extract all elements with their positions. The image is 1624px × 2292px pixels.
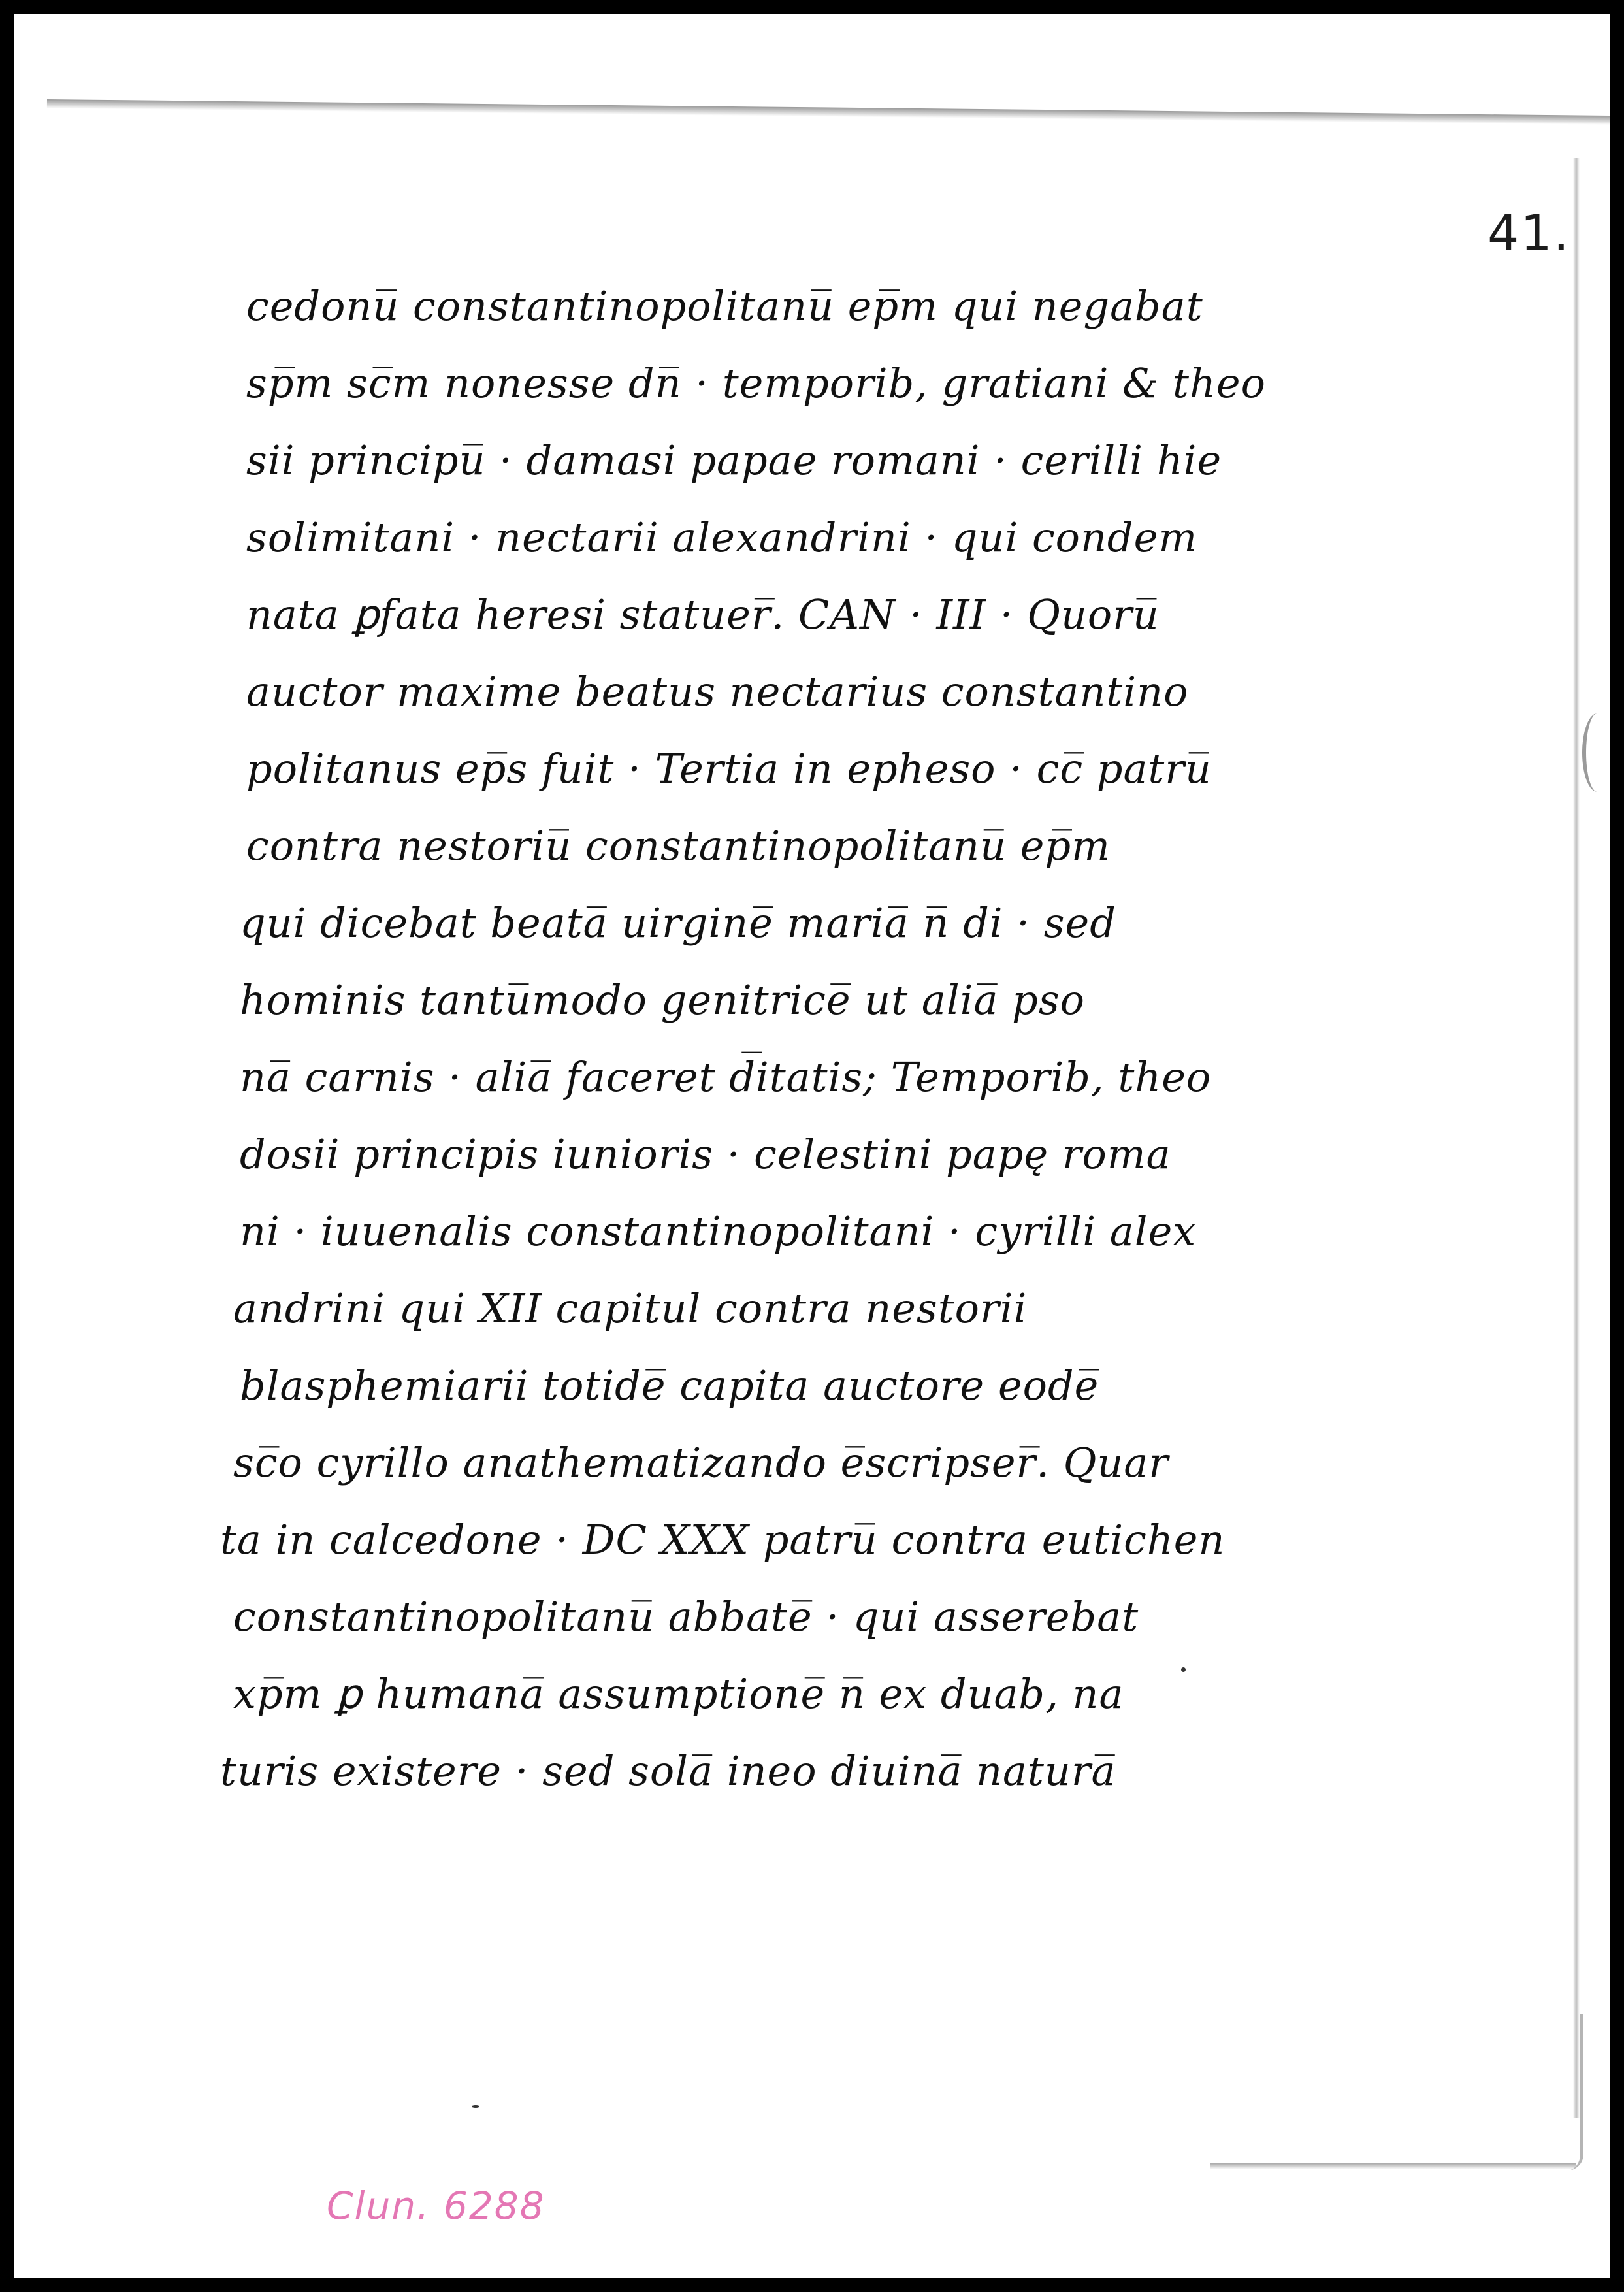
manuscript-page — [14, 14, 1610, 2278]
manuscript-line: politanus ep̅s fuit · Tertia in epheso · cc̅ patru̅ — [246, 745, 1212, 793]
manuscript-line: ta in calcedone · DC XXX patru̅ contra eutichen — [220, 1516, 1226, 1563]
ink-dot — [1181, 1667, 1186, 1672]
scan-top-edge — [47, 99, 1610, 125]
manuscript-line: solimitani · nectarii alexandrini · qui condem — [246, 514, 1198, 561]
manuscript-line: ni · iuuenalis constantinopolitani · cyrilli alex — [240, 1207, 1197, 1255]
library-stamp: Clun. 6288 — [327, 2184, 545, 2228]
page-number: 41. — [1487, 204, 1570, 262]
manuscript-line: turis existere · sed sola̅ ineo diuina̅ natura̅ — [220, 1747, 1116, 1795]
scan-bottom-edge — [1210, 2163, 1576, 2169]
manuscript-line: qui dicebat beata̅ uirgine̅ maria̅ n̅ di · sed — [240, 899, 1116, 947]
manuscript-line: sc̅o cyrillo anathematizando e̅scripser̅. Quar — [233, 1439, 1169, 1486]
manuscript-line: cedonu̅ constantinopolitanu̅ ep̅m qui negabat — [246, 282, 1203, 330]
manuscript-line: nata ꝑfata heresi statuer̅. CAN · III · Quoru̅ — [246, 591, 1160, 638]
manuscript-text — [210, 268, 1266, 1810]
manuscript-line: dosii principis iunioris · celestini papę roma — [240, 1130, 1171, 1178]
manuscript-line: sp̅m sc̅m nonesse dn̅ · temporib, gratiani & theo — [246, 359, 1266, 407]
manuscript-line: contra nestoriu̅ constantinopolitanu̅ ep̅m — [246, 822, 1111, 870]
scan-right-edge — [1573, 158, 1580, 2118]
manuscript-line: hominis tantu̅modo genitrice̅ ut alia̅ pso — [240, 976, 1085, 1024]
manuscript-line: blasphemiarii totide̅ capita auctore eode̅ — [240, 1362, 1099, 1409]
manuscript-line: sii principu̅ · damasi papae romani · cerilli hie — [246, 436, 1222, 484]
scan-corner-shadow — [1567, 2014, 1583, 2170]
manuscript-line: constantinopolitanu̅ abbate̅ · qui asserebat — [233, 1593, 1139, 1641]
manuscript-line: andrini qui XII capitul contra nestorii — [233, 1285, 1028, 1332]
manuscript-line: xp̅m ꝑ humana̅ assumptione̅ n̅ ex duab, na — [233, 1670, 1124, 1718]
manuscript-line: na̅ carnis · alia̅ faceret d̅itatis; Temporib, theo — [240, 1053, 1212, 1101]
page-smudge — [1582, 713, 1610, 792]
ink-mark — [472, 2105, 479, 2108]
manuscript-line: auctor maxime beatus nectarius constantino — [246, 668, 1189, 715]
